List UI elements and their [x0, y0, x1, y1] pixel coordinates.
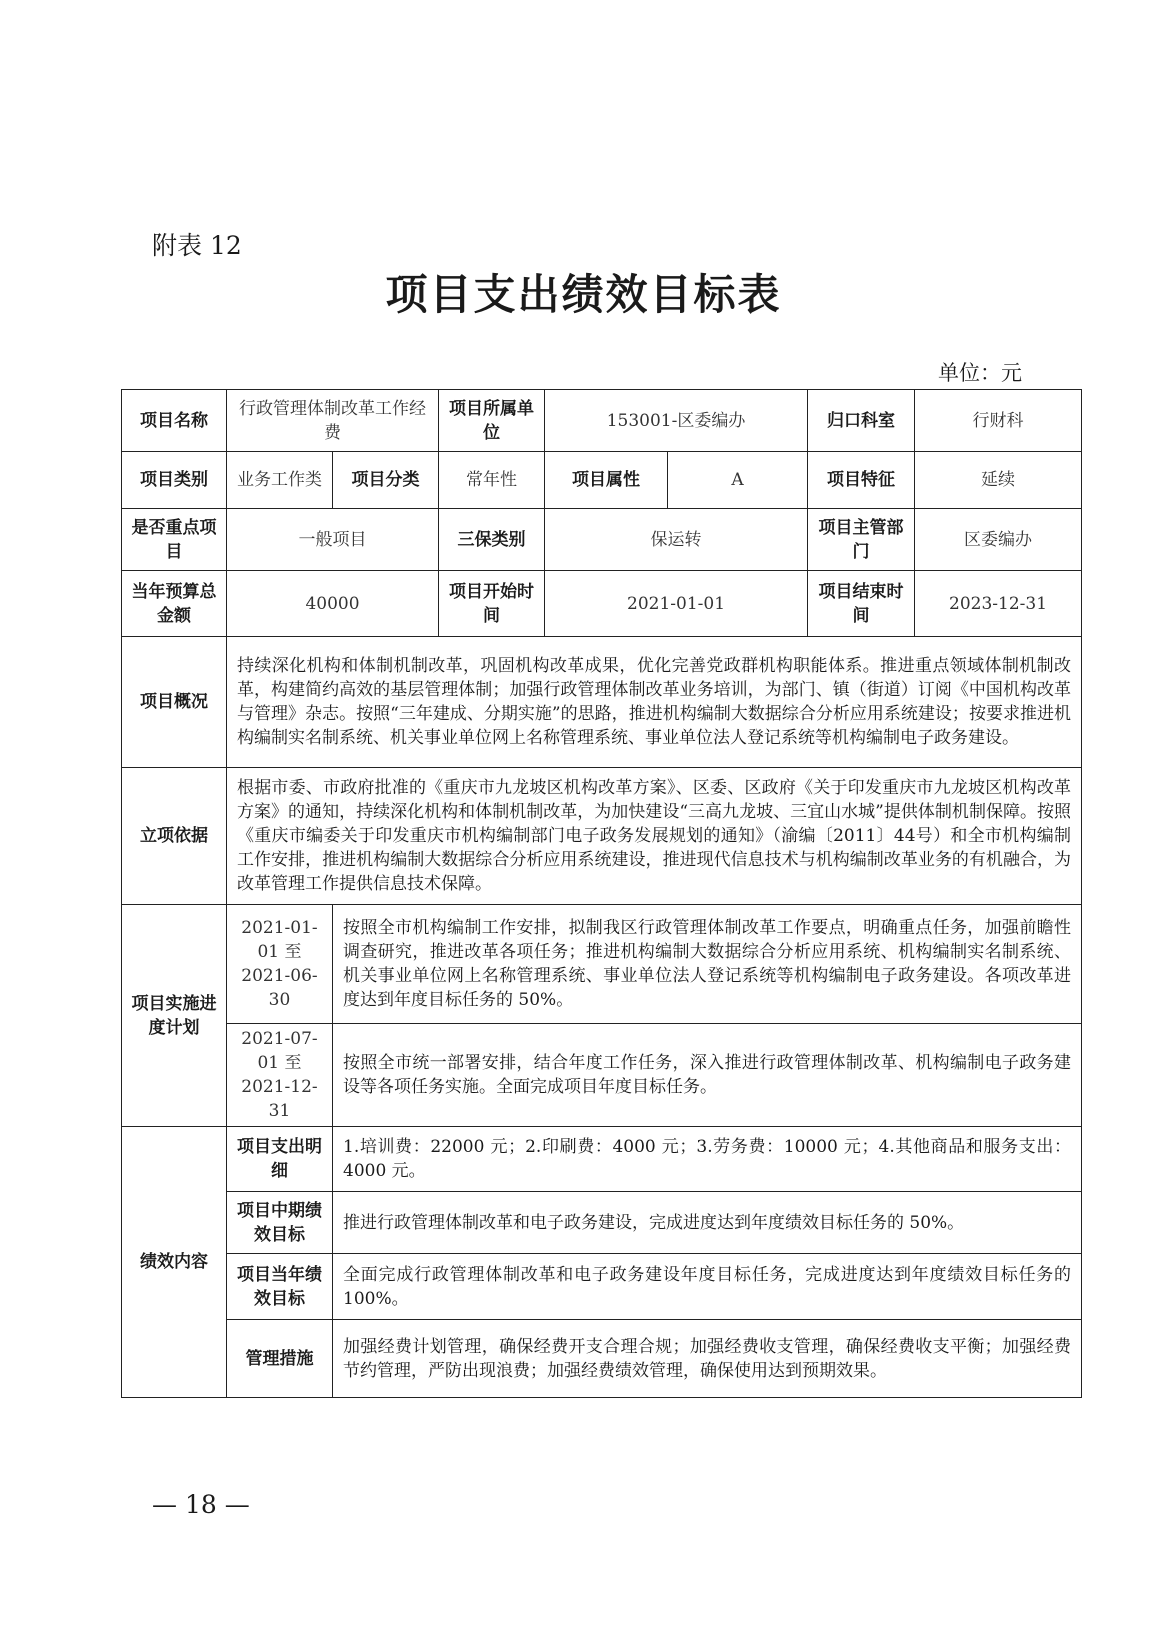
- project-name-label: 项目名称: [122, 390, 227, 452]
- sanbao-value: 保运转: [545, 509, 808, 571]
- table-row: [122, 509, 1082, 571]
- table-row: [122, 1024, 1082, 1127]
- project-unit-value: 153001-区委编办: [545, 390, 808, 452]
- start-time-label: 项目开始时间: [439, 571, 545, 637]
- sanbao-label: 三保类别: [439, 509, 545, 571]
- end-time-label: 项目结束时间: [808, 571, 915, 637]
- table-row: [122, 905, 1082, 1024]
- management-text: 加强经费计划管理，确保经费开支合理合规；加强经费收支管理，确保经费收支平衡；加强经费节约管理，严防出现浪费；加强经费绩效管理，确保使用达到预期效果。: [333, 1320, 1082, 1398]
- annual-target-text: 全面完成行政管理体制改革和电子政务建设年度目标任务，完成进度达到年度绩效目标任务的 100%。: [333, 1254, 1082, 1320]
- project-unit-label: 项目所属单位: [439, 390, 545, 452]
- expense-detail-label: 项目支出明细: [227, 1127, 333, 1192]
- schedule-text-2: 按照全市统一部署安排，结合年度工作任务，深入推进行政管理体制改革、机构编制电子政务建设等各项任务实施。全面完成项目年度目标任务。: [333, 1024, 1082, 1127]
- table-row: [122, 390, 1082, 452]
- table-row: [122, 1192, 1082, 1254]
- overview-text: 持续深化机构和体制机制改革，巩固机构改革成果，优化完善党政群机构职能体系。推进重点领域体制机制改革，构建简约高效的基层管理体制；加强行政管理体制改革业务培训，为部门、镇（街道）订阅《中国机构改革与管理》杂志。按照“三年建成、分期实施”的思路，推进机构编制大数据综合分析应用系统建设；按要求推进机构编制实名制系统、机关事业单位网上名称管理系统、事业单位法人登记系统等机构编制电子政务建设。: [227, 637, 1082, 768]
- project-class-value: 常年性: [439, 452, 545, 509]
- mid-target-label: 项目中期绩效目标: [227, 1192, 333, 1254]
- mid-target-text: 推进行政管理体制改革和电子政务建设，完成进度达到年度绩效目标任务的 50%。: [333, 1192, 1082, 1254]
- table-row: [122, 1320, 1082, 1398]
- project-class-label: 项目分类: [333, 452, 439, 509]
- schedule-period-1: 2021-01-01 至 2021-06-30: [227, 905, 333, 1024]
- budget-label: 当年预算总金额: [122, 571, 227, 637]
- end-time-value: 2023-12-31: [915, 571, 1082, 637]
- project-attr-value: A: [668, 452, 808, 509]
- project-feature-value: 延续: [915, 452, 1082, 509]
- manager-dept-label: 项目主管部门: [808, 509, 915, 571]
- key-project-value: 一般项目: [227, 509, 439, 571]
- schedule-label: 项目实施进度计划: [122, 905, 227, 1127]
- schedule-period-2: 2021-07-01 至 2021-12-31: [227, 1024, 333, 1127]
- appendix-label: 附表 12: [152, 231, 242, 260]
- table-row: [122, 637, 1082, 768]
- dept-label: 归口科室: [808, 390, 915, 452]
- budget-value: 40000: [227, 571, 439, 637]
- unit-label: 单位：元: [938, 361, 1022, 385]
- expense-detail-text: 1.培训费：22000 元；2.印刷费：4000 元；3.劳务费：10000 元；4.其他商品和服务支出：4000 元。: [333, 1127, 1082, 1192]
- start-time-value: 2021-01-01: [545, 571, 808, 637]
- schedule-text-1: 按照全市机构编制工作安排，拟制我区行政管理体制改革工作要点，明确重点任务，加强前瞻性调查研究，推进改革各项任务；推进机构编制大数据综合分析应用系统、机构编制实名制系统、机关事业单位网上名称管理系统、事业单位法人登记系统等机构编制电子政务建设。各项改革进度达到年度目标任务的 50%。: [333, 905, 1082, 1024]
- overview-label: 项目概况: [122, 637, 227, 768]
- table-row: [122, 1127, 1082, 1192]
- key-project-label: 是否重点项目: [122, 509, 227, 571]
- basis-label: 立项依据: [122, 768, 227, 905]
- project-name-value: 行政管理体制改革工作经费: [227, 390, 439, 452]
- project-attr-label: 项目属性: [545, 452, 668, 509]
- manager-dept-value: 区委编办: [915, 509, 1082, 571]
- project-type-label: 项目类别: [122, 452, 227, 509]
- management-label: 管理措施: [227, 1320, 333, 1398]
- page-number: — 18 —: [152, 1490, 250, 1519]
- table-row: [122, 452, 1082, 509]
- dept-value: 行财科: [915, 390, 1082, 452]
- annual-target-label: 项目当年绩效目标: [227, 1254, 333, 1320]
- performance-target-table: [121, 389, 1082, 1398]
- basis-text: 根据市委、市政府批准的《重庆市九龙坡区机构改革方案》、区委、区政府《关于印发重庆市九龙坡区机构改革方案》的通知，持续深化机构和体制机制改革，为加快建设“三高九龙坡、三宜山水城”提供体制机制保障。按照《重庆市编委关于印发重庆市机构编制部门电子政务发展规划的通知》（渝编〔2011〕44号）和全市机构编制工作安排，推进机构编制大数据综合分析应用系统建设，推进现代信息技术与机构编制改革业务的有机融合，为改革管理工作提供信息技术保障。: [227, 768, 1082, 905]
- table-row: [122, 571, 1082, 637]
- project-feature-label: 项目特征: [808, 452, 915, 509]
- project-type-value: 业务工作类: [227, 452, 333, 509]
- table-row: [122, 1254, 1082, 1320]
- performance-label: 绩效内容: [122, 1127, 227, 1398]
- table-row: [122, 768, 1082, 905]
- page-title: 项目支出绩效目标表: [385, 270, 782, 319]
